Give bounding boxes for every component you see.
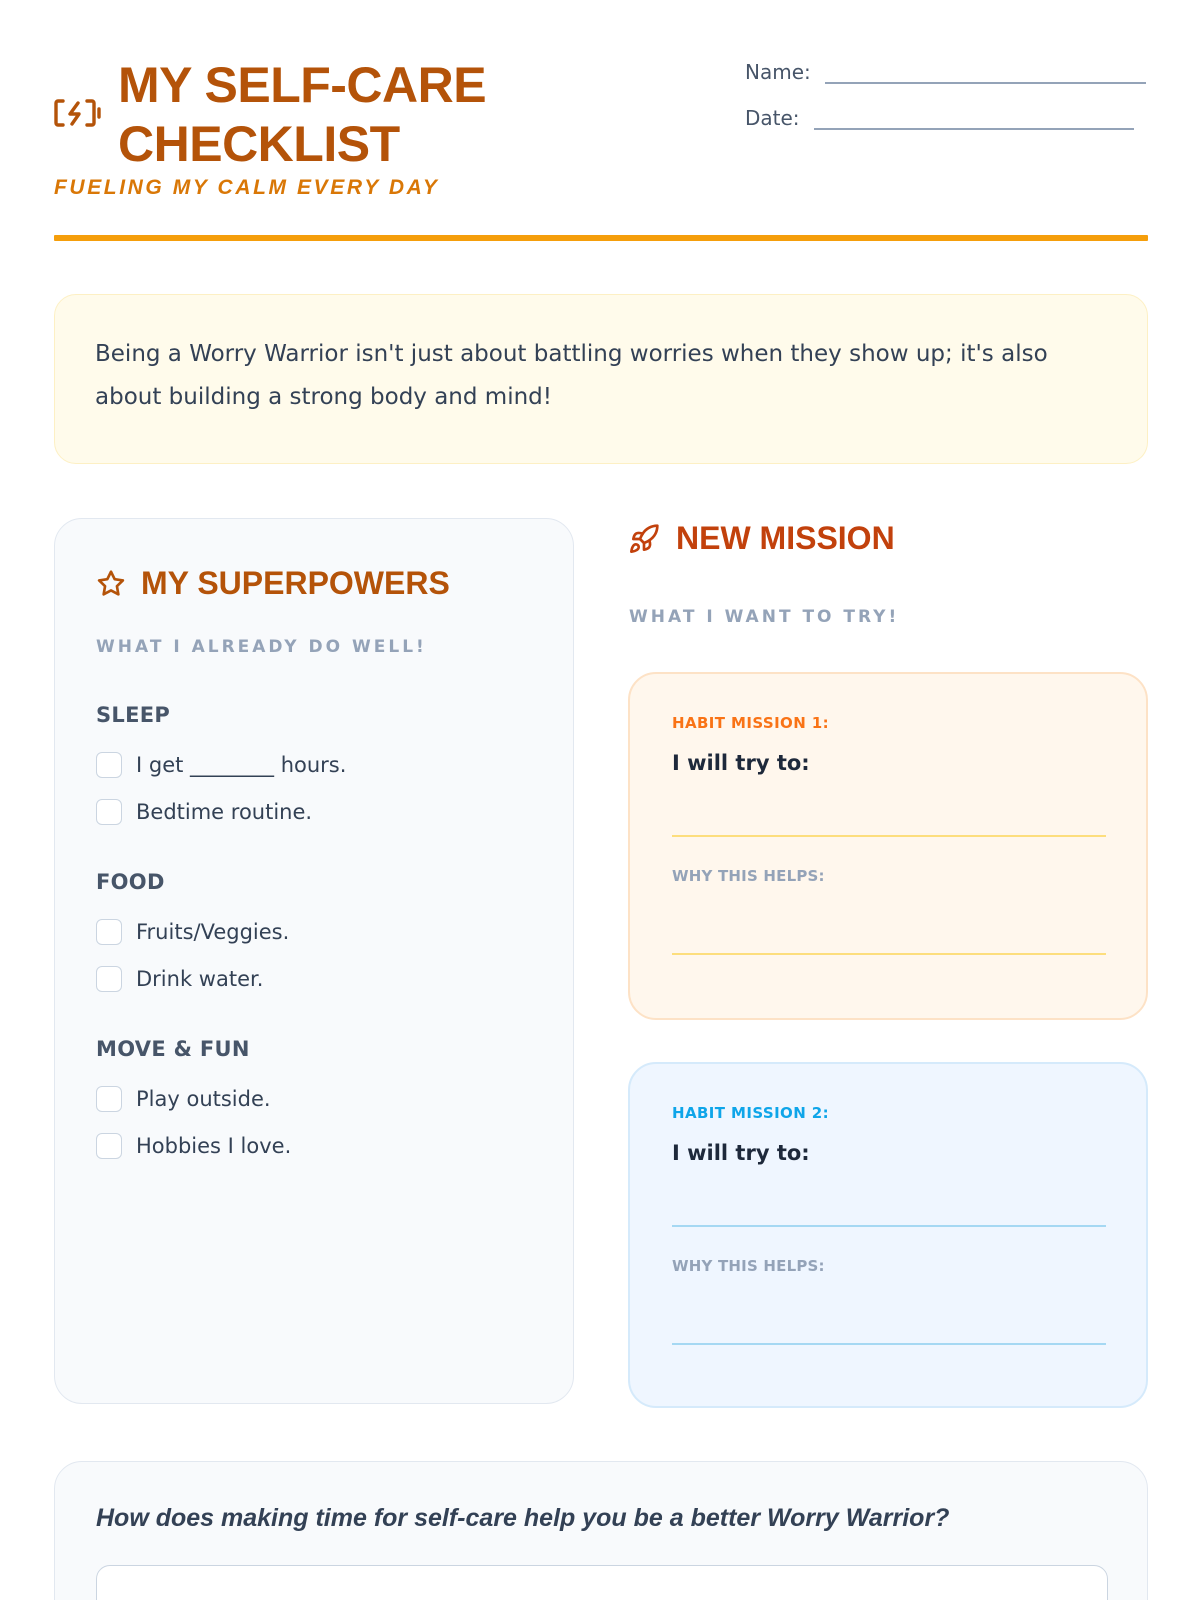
why-this-helps-label: WHY THIS HELPS: bbox=[672, 1257, 825, 1275]
checklist-item-label: Bedtime routine. bbox=[136, 799, 313, 824]
date-write-line[interactable] bbox=[814, 106, 1134, 130]
checkbox[interactable] bbox=[96, 919, 122, 945]
new-mission-heading bbox=[628, 520, 895, 557]
worksheet-header bbox=[54, 52, 1148, 242]
why-write-line[interactable] bbox=[672, 953, 1106, 955]
page-title: MY SELF-CARE CHECKLIST bbox=[118, 57, 487, 172]
reflection-question: How does making time for self-care help you be a better Worry Warrior? bbox=[96, 1504, 950, 1532]
category-sleep bbox=[96, 703, 346, 835]
checklist-item bbox=[96, 741, 346, 788]
star-icon bbox=[95, 568, 127, 600]
reflection-card bbox=[54, 1461, 1148, 1600]
superpowers-card bbox=[54, 518, 574, 1404]
rocket-icon bbox=[628, 523, 660, 555]
habit-mission-label: HABIT MISSION 2: bbox=[672, 1104, 830, 1122]
checklist-item bbox=[96, 1122, 291, 1169]
checklist-item bbox=[96, 955, 289, 1002]
checklist-item bbox=[96, 788, 346, 835]
checklist-item-label: Drink water. bbox=[136, 966, 264, 991]
date-field bbox=[745, 106, 1134, 130]
new-mission-title: NEW MISSION bbox=[676, 520, 895, 556]
name-label: Name: bbox=[745, 60, 811, 84]
name-write-line[interactable] bbox=[825, 60, 1146, 84]
habit-mission-label: HABIT MISSION 1: bbox=[672, 714, 830, 732]
name-field bbox=[745, 60, 1146, 84]
new-mission-subtitle: WHAT I WANT TO TRY! bbox=[629, 607, 900, 627]
page-tagline: FUELING MY CALM EVERY DAY bbox=[54, 176, 440, 199]
intro-text: Being a Worry Warrior isn't just about battling worries when they show up; it's also about building a strong body and mind! bbox=[95, 341, 1048, 410]
reflection-answer-box[interactable] bbox=[96, 1565, 1108, 1600]
why-write-line[interactable] bbox=[672, 1343, 1106, 1345]
checklist-item bbox=[96, 1075, 291, 1122]
checkbox[interactable] bbox=[96, 1133, 122, 1159]
habit-mission-card bbox=[628, 1062, 1148, 1408]
category-title: MOVE & FUN bbox=[96, 1037, 250, 1061]
checklist-item bbox=[96, 908, 289, 955]
checklist-item-label: I get ________ hours. bbox=[136, 752, 347, 777]
date-label: Date: bbox=[745, 106, 800, 130]
category-title: FOOD bbox=[96, 870, 165, 894]
habit-mission-card bbox=[628, 672, 1148, 1020]
checklist-item-label: Hobbies I love. bbox=[136, 1133, 292, 1158]
category-move-and-fun bbox=[96, 1037, 291, 1169]
category-food bbox=[96, 870, 289, 1002]
header-divider bbox=[54, 235, 1148, 241]
checkbox[interactable] bbox=[96, 1086, 122, 1112]
battery-charging-icon bbox=[54, 96, 102, 130]
habit-write-line[interactable] bbox=[672, 835, 1106, 837]
checkbox[interactable] bbox=[96, 752, 122, 778]
habit-write-line[interactable] bbox=[672, 1225, 1106, 1227]
checklist-item-label: Fruits/Veggies. bbox=[136, 919, 290, 944]
superpowers-subtitle: WHAT I ALREADY DO WELL! bbox=[96, 637, 427, 657]
category-title: SLEEP bbox=[96, 703, 171, 727]
checklist-item-label: Play outside. bbox=[136, 1086, 271, 1111]
habit-mission-prompt: I will try to: bbox=[672, 751, 810, 775]
habit-mission-prompt: I will try to: bbox=[672, 1141, 810, 1165]
superpowers-heading bbox=[95, 565, 450, 602]
checkbox[interactable] bbox=[96, 799, 122, 825]
superpowers-title: MY SUPERPOWERS bbox=[141, 565, 450, 601]
intro-callout bbox=[54, 294, 1148, 464]
checkbox[interactable] bbox=[96, 966, 122, 992]
why-this-helps-label: WHY THIS HELPS: bbox=[672, 867, 825, 885]
